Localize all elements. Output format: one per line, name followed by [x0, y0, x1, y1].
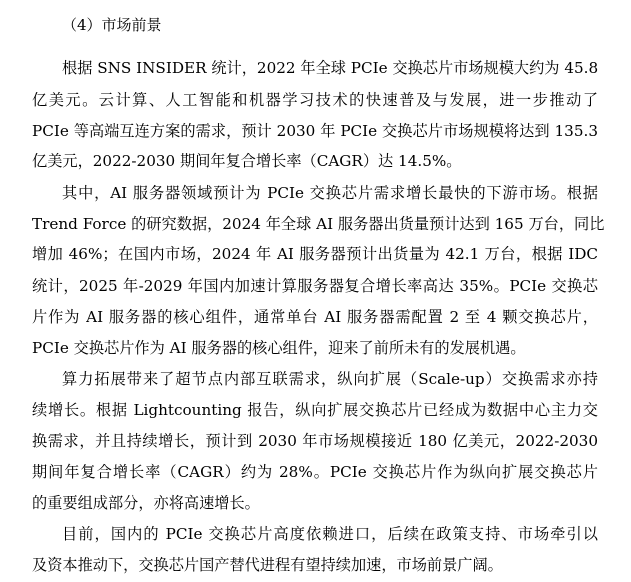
paragraph-line: PCIe 交换芯片作为 AI 服务器的核心组件，迎来了前所未有的发展机遇。 — [32, 339, 526, 357]
paragraph-line: 亿美元，2022-2030 期间年复合增长率（CAGR）达 14.5%。 — [32, 152, 462, 170]
paragraph-line: Trend Force 的研究数据，2024 年全球 AI 服务器出货量预计达到 165 万台，同比 — [32, 215, 605, 233]
paragraph-line: 统计，2025 年-2029 年国内加速计算服务器复合增长率高达 35%。PCIe 交换芯 — [32, 277, 598, 295]
section-heading: （4）市场前景 — [62, 16, 162, 34]
paragraph-line: 增加 46%；在国内市场，2024 年 AI 服务器预计出货量为 42.1 万台，根据 IDC — [32, 245, 598, 263]
paragraph-line: 片作为 AI 服务器的核心组件，通常单台 AI 服务器需配置 2 至 4 颗交换芯片， — [32, 308, 598, 326]
paragraph-line: PCIe 等高端互连方案的需求，预计 2030 年 PCIe 交换芯片市场规模将达到 135.3 — [32, 122, 598, 140]
paragraph-line: 续增长。根据 Lightcounting 报告，纵向扩展交换芯片已经成为数据中心主力交 — [32, 401, 598, 419]
paragraph-line: 根据 SNS INSIDER 统计，2022 年全球 PCIe 交换芯片市场规模大约为 45.8 — [62, 59, 599, 77]
paragraph-line: 亿美元。云计算、人工智能和机器学习技术的快速普及与发展，进一步推动了 — [32, 91, 598, 109]
paragraph-line: 的重要组成部分，亦将高速增长。 — [32, 494, 260, 512]
paragraph-line: 及资本推动下，交换芯片国产替代进程有望持续加速，市场前景广阔。 — [32, 556, 503, 574]
paragraph-line: 算力拓展带来了超节点内部互联需求，纵向扩展（Scale-up）交换需求亦持 — [62, 370, 598, 388]
paragraph-line: 其中，AI 服务器领域预计为 PCIe 交换芯片需求增长最快的下游市场。根据 — [62, 184, 598, 202]
paragraph-line: 换需求，并且持续增长，预计到 2030 年市场规模接近 180 亿美元，2022-2030 — [32, 432, 598, 450]
paragraph-line: 期间年复合增长率（CAGR）约为 28%。PCIe 交换芯片作为纵向扩展交换芯片 — [32, 463, 598, 481]
paragraph-line: 目前，国内的 PCIe 交换芯片高度依赖进口，后续在政策支持、市场牵引以 — [62, 525, 598, 543]
